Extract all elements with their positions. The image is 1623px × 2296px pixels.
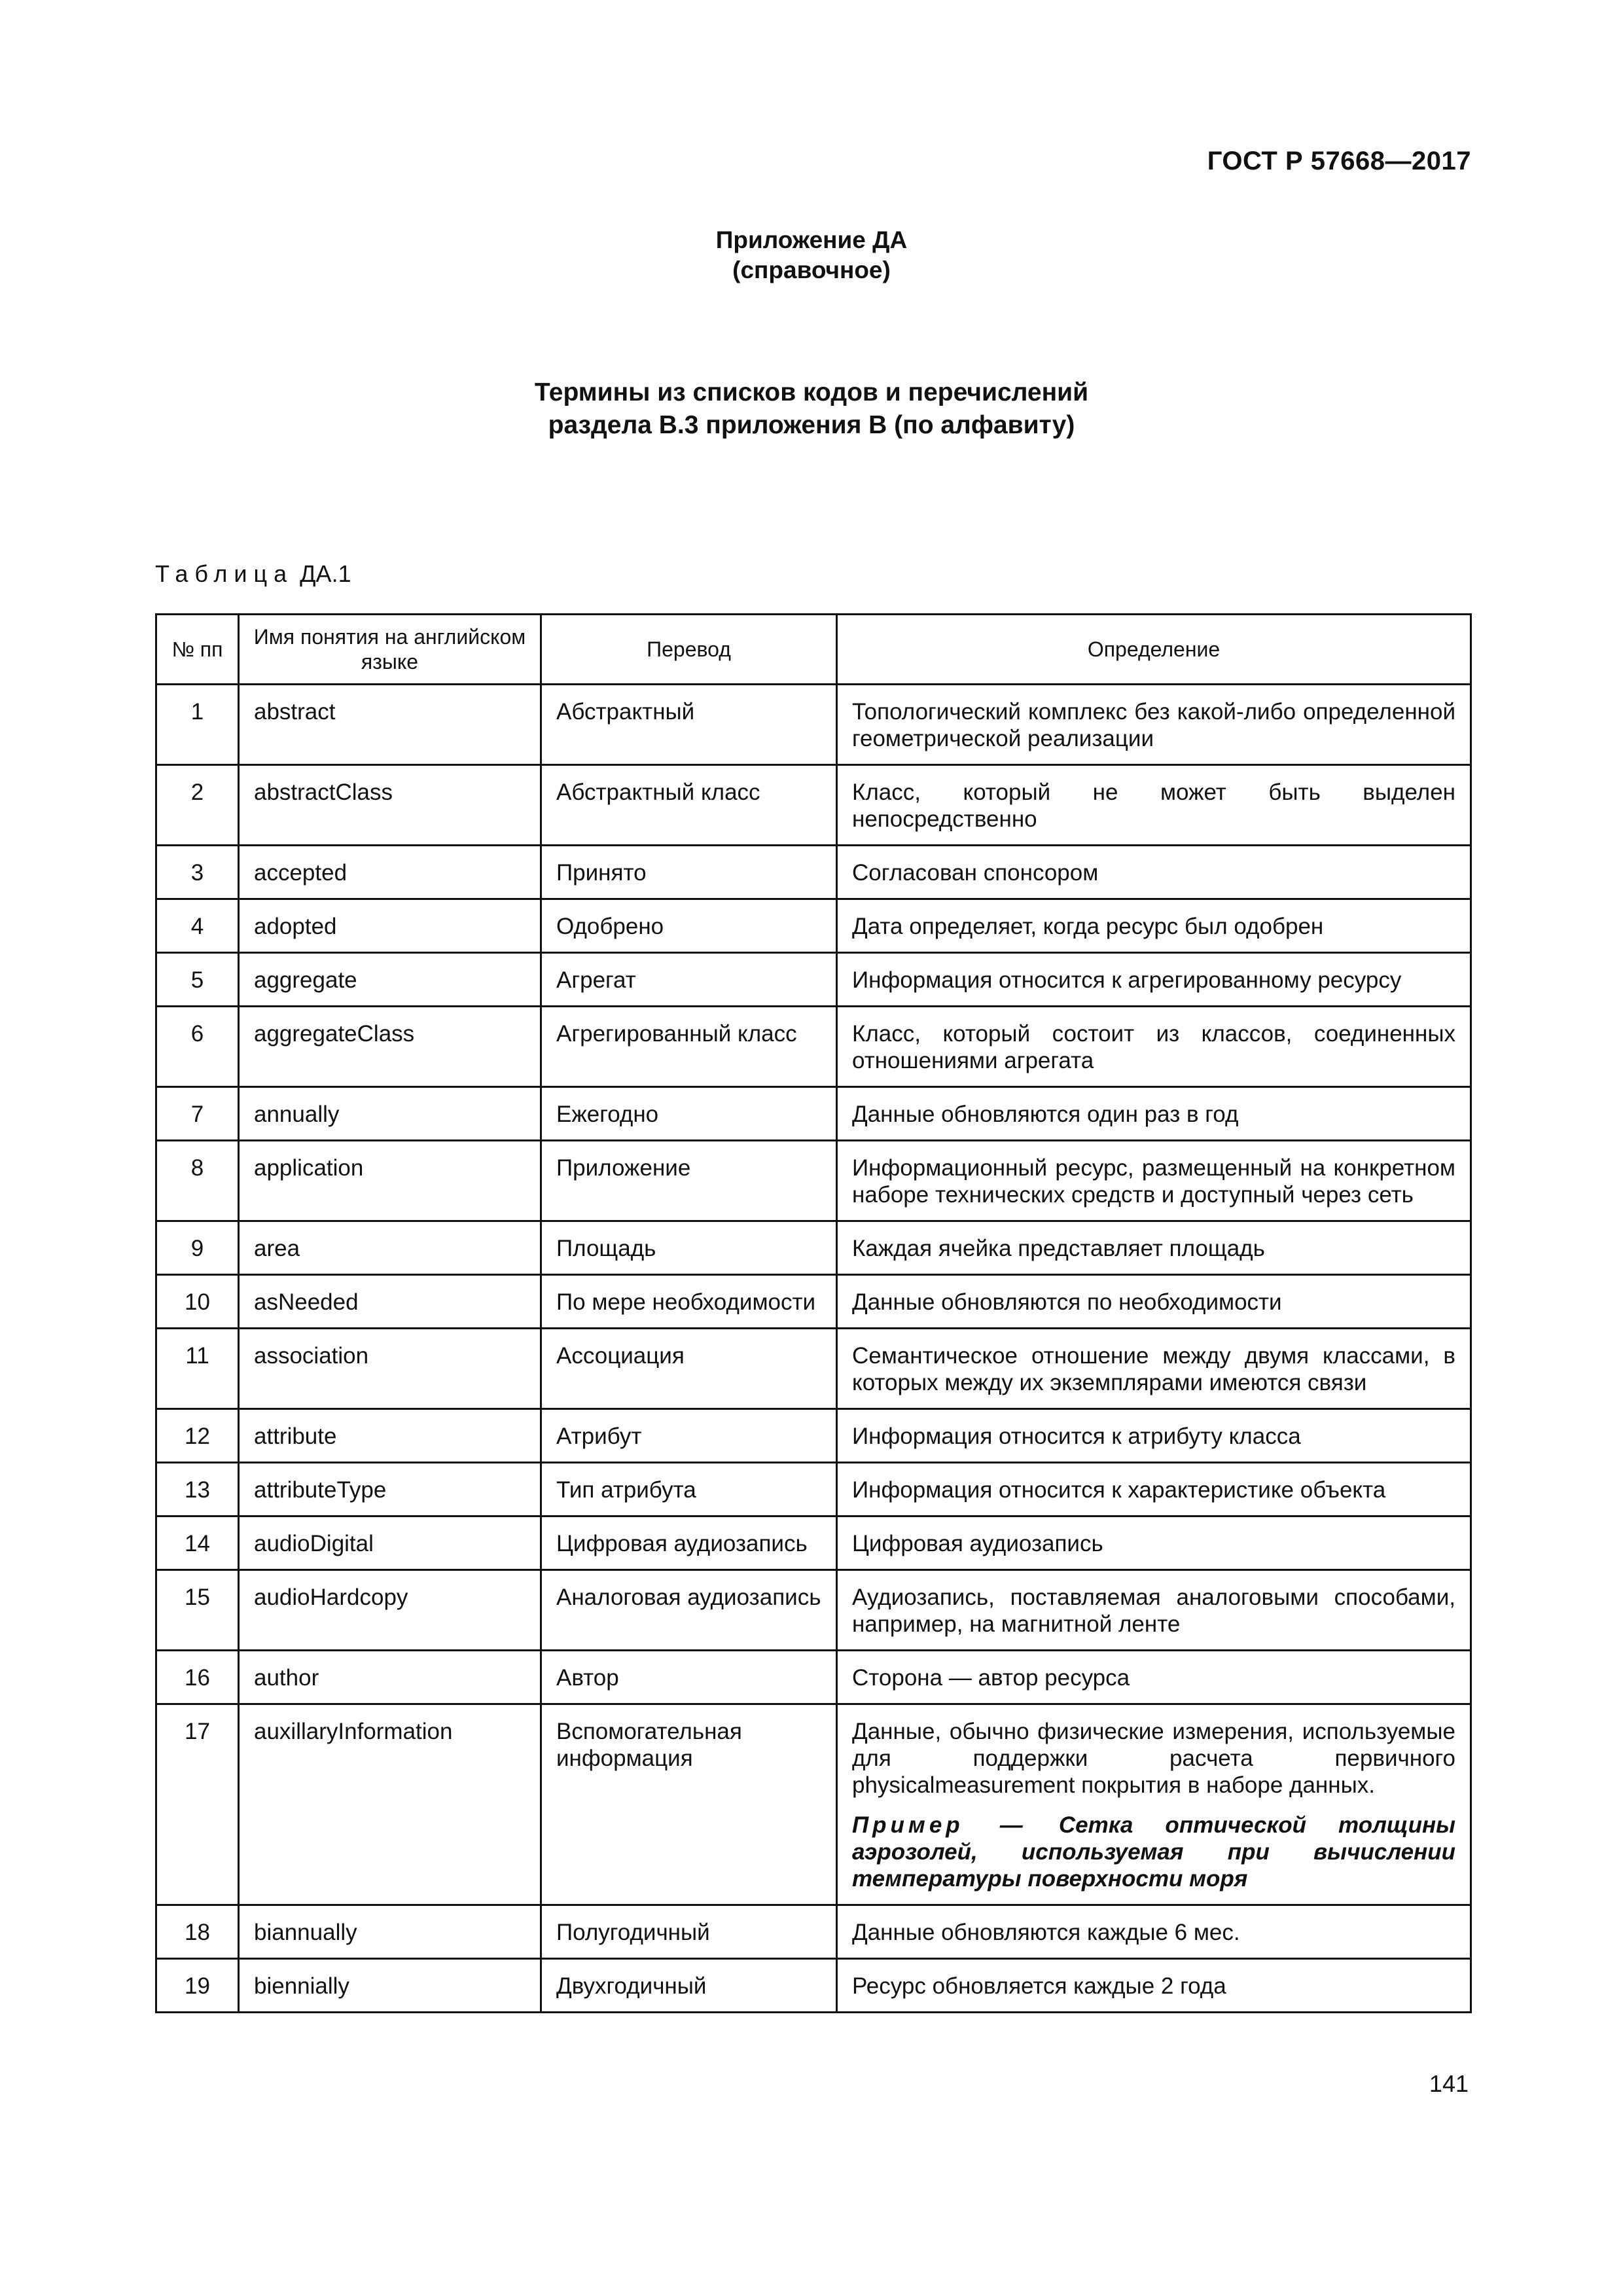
cell-name: application (239, 1141, 541, 1221)
cell-translation: Площадь (541, 1221, 837, 1275)
page-number: 141 (1429, 2070, 1469, 2097)
cell-definition (837, 1141, 1471, 1221)
cell-definition (837, 1463, 1471, 1516)
cell-name: accepted (239, 846, 541, 899)
cell-definition (837, 1959, 1471, 2013)
definition-text: Ресурс обновляется каждые 2 года (852, 1973, 1226, 1999)
section-title (0, 376, 1623, 442)
table-row (156, 846, 1471, 899)
table-row (156, 953, 1471, 1007)
definition-text: Топологический комплекс без какой-либо определенной геометрической реализации (852, 699, 1455, 751)
appendix-title: Приложение ДА (715, 226, 908, 253)
cell-name: adopted (239, 899, 541, 953)
cell-num: 11 (156, 1329, 239, 1409)
cell-translation: Ежегодно (541, 1087, 837, 1141)
definition-text: Дата определяет, когда ресурс был одобрен (852, 914, 1324, 939)
table-row (156, 1704, 1471, 1905)
table-caption (155, 560, 351, 588)
document-code: ГОСТ Р 57668—2017 (1207, 147, 1471, 175)
cell-translation: Атрибут (541, 1409, 837, 1463)
table-row (156, 1275, 1471, 1329)
table-row (156, 1651, 1471, 1704)
definition-text: Информация относится к агрегированному ресурсу (852, 967, 1402, 993)
cell-num: 4 (156, 899, 239, 953)
cell-definition (837, 846, 1471, 899)
cell-name: area (239, 1221, 541, 1275)
cell-name: asNeeded (239, 1275, 541, 1329)
cell-num: 8 (156, 1141, 239, 1221)
cell-translation: По мере необходимости (541, 1275, 837, 1329)
cell-name: abstract (239, 685, 541, 765)
cell-definition (837, 1221, 1471, 1275)
cell-translation: Абстрактный (541, 685, 837, 765)
cell-translation: Ассоциация (541, 1329, 837, 1409)
cell-definition (837, 1087, 1471, 1141)
cell-translation: Тип атрибута (541, 1463, 837, 1516)
cell-definition (837, 953, 1471, 1007)
cell-num: 7 (156, 1087, 239, 1141)
table-body (156, 685, 1471, 2013)
header-translation: Перевод (541, 615, 837, 685)
definition-text: Информация относится к атрибуту класса (852, 1424, 1301, 1449)
table-row (156, 685, 1471, 765)
cell-name: attributeType (239, 1463, 541, 1516)
cell-name: annually (239, 1087, 541, 1141)
cell-num: 17 (156, 1704, 239, 1905)
cell-num: 12 (156, 1409, 239, 1463)
definition-text: Класс, который состоит из классов, соединенных отношениями агрегата (852, 1021, 1455, 1073)
cell-translation: Аналоговая аудиозапись (541, 1570, 837, 1651)
cell-name: association (239, 1329, 541, 1409)
cell-num: 5 (156, 953, 239, 1007)
cell-translation: Агрегированный класс (541, 1007, 837, 1087)
cell-translation: Полугодичный (541, 1905, 837, 1959)
table-caption-number: ДА.1 (300, 560, 351, 587)
cell-definition (837, 1409, 1471, 1463)
cell-definition (837, 1275, 1471, 1329)
definition-text: Данные обновляются один раз в год (852, 1102, 1239, 1127)
definition-text: Информационный ресурс, размещенный на конкретном наборе технических средств и доступный через сеть (852, 1155, 1455, 1208)
table-row (156, 1141, 1471, 1221)
cell-name: auxillaryInformation (239, 1704, 541, 1905)
cell-num: 10 (156, 1275, 239, 1329)
cell-num: 13 (156, 1463, 239, 1516)
cell-translation: Вспомогательная информация (541, 1704, 837, 1905)
section-title-line-2: раздела В.3 приложения В (по алфавиту) (548, 411, 1075, 439)
cell-definition (837, 1905, 1471, 1959)
appendix-heading (0, 225, 1623, 285)
cell-translation: Абстрактный класс (541, 765, 837, 846)
cell-name: biennially (239, 1959, 541, 2013)
example-label: Пример — (852, 1812, 1027, 1838)
cell-translation: Автор (541, 1651, 837, 1704)
table-row (156, 899, 1471, 953)
definition-text: Класс, который не может быть выделен непосредственно (852, 780, 1455, 832)
header-name: Имя понятия на английском языке (239, 615, 541, 685)
table-row (156, 765, 1471, 846)
example-text: Сетка оптической толщины аэрозолей, используемая при вычислении температуры поверхности моря (852, 1812, 1455, 1892)
cell-definition (837, 1651, 1471, 1704)
cell-definition (837, 1329, 1471, 1409)
definition-text: Информация относится к характеристике объекта (852, 1477, 1386, 1503)
cell-translation: Принято (541, 846, 837, 899)
table-row (156, 1463, 1471, 1516)
cell-definition (837, 1570, 1471, 1651)
table-row (156, 1570, 1471, 1651)
appendix-status: (справочное) (732, 257, 891, 283)
cell-name: author (239, 1651, 541, 1704)
table-header-row (156, 615, 1471, 685)
table-row (156, 1905, 1471, 1959)
cell-num: 19 (156, 1959, 239, 2013)
header-definition: Определение (837, 615, 1471, 685)
header-num: № пп (156, 615, 239, 685)
cell-name: biannually (239, 1905, 541, 1959)
cell-num: 9 (156, 1221, 239, 1275)
cell-num: 6 (156, 1007, 239, 1087)
table-row (156, 1087, 1471, 1141)
table-row (156, 1516, 1471, 1570)
table-caption-label: Таблица (155, 560, 294, 587)
cell-definition (837, 899, 1471, 953)
cell-num: 15 (156, 1570, 239, 1651)
definition-text: Данные, обычно физические измерения, используемые для поддержки расчета первичного physicalmeasurement покрытия в наборе данных. (852, 1719, 1455, 1798)
table-row (156, 1409, 1471, 1463)
cell-name: attribute (239, 1409, 541, 1463)
cell-definition (837, 685, 1471, 765)
cell-name: aggregateClass (239, 1007, 541, 1087)
table-row (156, 1007, 1471, 1087)
example-note (852, 1812, 1455, 1892)
terms-table (155, 613, 1472, 2013)
cell-num: 2 (156, 765, 239, 846)
cell-translation: Двухгодичный (541, 1959, 837, 2013)
cell-name: audioHardcopy (239, 1570, 541, 1651)
cell-name: abstractClass (239, 765, 541, 846)
cell-name: audioDigital (239, 1516, 541, 1570)
definition-text: Семантическое отношение между двумя классами, в которых между их экземплярами имеются связи (852, 1343, 1455, 1395)
definition-text: Сторона — автор ресурса (852, 1665, 1130, 1691)
definition-text: Цифровая аудиозапись (852, 1531, 1103, 1556)
cell-num: 1 (156, 685, 239, 765)
cell-num: 16 (156, 1651, 239, 1704)
cell-translation: Агрегат (541, 953, 837, 1007)
cell-name: aggregate (239, 953, 541, 1007)
cell-translation: Приложение (541, 1141, 837, 1221)
section-title-line-1: Термины из списков кодов и перечислений (534, 378, 1089, 406)
cell-definition (837, 765, 1471, 846)
definition-text: Каждая ячейка представляет площадь (852, 1236, 1265, 1261)
cell-translation: Цифровая аудиозапись (541, 1516, 837, 1570)
cell-definition (837, 1516, 1471, 1570)
table-row (156, 1221, 1471, 1275)
definition-text: Данные обновляются каждые 6 мес. (852, 1920, 1240, 1945)
cell-num: 18 (156, 1905, 239, 1959)
table-row (156, 1959, 1471, 2013)
cell-num: 14 (156, 1516, 239, 1570)
definition-text: Аудиозапись, поставляемая аналоговыми способами, например, на магнитной ленте (852, 1585, 1455, 1637)
cell-num: 3 (156, 846, 239, 899)
table-row (156, 1329, 1471, 1409)
definition-text: Согласован спонсором (852, 860, 1099, 886)
cell-definition (837, 1007, 1471, 1087)
definition-text: Данные обновляются по необходимости (852, 1289, 1282, 1315)
cell-definition (837, 1704, 1471, 1905)
cell-translation: Одобрено (541, 899, 837, 953)
